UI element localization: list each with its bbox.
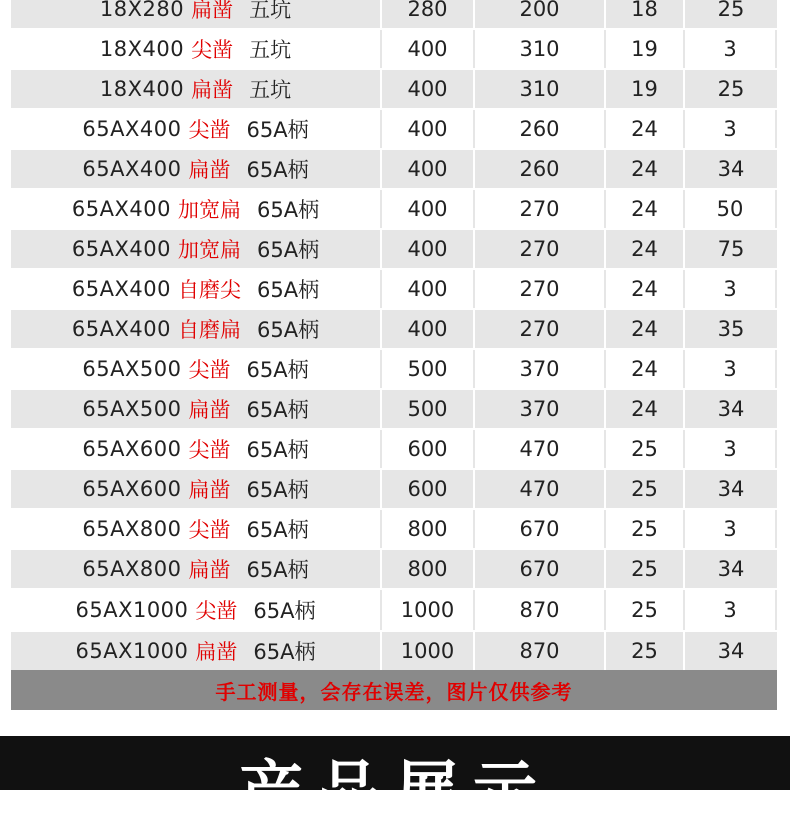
tip-width-cell: 34 [717, 157, 745, 181]
table-row [11, 350, 777, 388]
handle-type-text: 65A柄 [256, 318, 320, 342]
handle-type-text: 65A柄 [246, 398, 309, 422]
model-text: 65AX500 [82, 397, 182, 421]
chisel-type-text: 尖凿 [188, 118, 231, 142]
diameter-cell: 19 [606, 70, 685, 108]
diameter-cell: 24 [606, 150, 685, 188]
total-length-cell: 800 [382, 550, 475, 588]
model-text: 65AX1000 [75, 598, 189, 622]
table-row [11, 30, 777, 68]
diameter-cell: 24 [606, 390, 685, 428]
table-row [11, 110, 777, 148]
handle-type-text: 65A柄 [253, 640, 316, 664]
working-length-cell: 270 [475, 190, 606, 228]
total-length-cell: 400 [382, 310, 475, 348]
total-length-cell: 400 [382, 230, 475, 268]
table-row [11, 70, 777, 108]
table-row [11, 430, 777, 468]
working-length-cell: 670 [475, 550, 606, 588]
total-length-cell: 400 [382, 190, 475, 228]
product-name-cell [11, 350, 382, 388]
tip-width-cell: 34 [717, 639, 745, 663]
model-text: 18X400 [99, 37, 185, 61]
model-text: 18X280 [99, 0, 185, 21]
total-length-cell: 600 [382, 470, 475, 508]
tip-width-cell: 34 [717, 557, 745, 581]
total-length-cell: 400 [382, 270, 475, 308]
product-name-cell [11, 70, 382, 108]
disclaimer-bar [11, 670, 777, 710]
tip-width-cell: 3 [685, 350, 777, 388]
diameter-cell: 25 [606, 550, 685, 588]
product-name-cell [11, 110, 382, 148]
total-length-cell: 400 [382, 30, 475, 68]
table-row [11, 150, 777, 188]
model-text: 65AX400 [71, 197, 171, 221]
model-text: 18X400 [99, 77, 185, 101]
diameter-cell: 19 [606, 30, 685, 68]
handle-type-text: 65A柄 [246, 358, 309, 382]
total-length-cell: 800 [382, 510, 475, 548]
product-name-cell [11, 0, 382, 28]
chisel-type-text: 尖凿 [188, 358, 231, 382]
working-length-cell: 270 [475, 270, 606, 308]
total-length-cell: 600 [382, 430, 475, 468]
chisel-type-text: 加宽扁 [177, 238, 241, 262]
diameter-cell: 24 [606, 350, 685, 388]
handle-type-text: 65A柄 [246, 118, 309, 142]
model-text: 65AX800 [82, 557, 182, 581]
tip-width-cell: 3 [685, 110, 777, 148]
disclaimer-text: 手工测量，会存在误差，图片仅供参考 [215, 679, 573, 704]
working-length-cell: 370 [475, 350, 606, 388]
product-name-cell [11, 510, 382, 548]
chisel-type-text: 尖凿 [191, 38, 234, 62]
working-length-cell: 470 [475, 470, 606, 508]
handle-type-text: 65A柄 [256, 198, 320, 222]
chisel-type-text: 扁凿 [191, 0, 234, 22]
product-name-cell [11, 190, 382, 228]
chisel-type-text: 尖凿 [188, 518, 231, 542]
working-length-cell: 670 [475, 510, 606, 548]
working-length-cell: 470 [475, 430, 606, 468]
handle-type-text: 五坑 [249, 38, 292, 62]
total-length-cell: 280 [382, 0, 475, 28]
handle-type-text: 65A柄 [246, 558, 309, 582]
chisel-type-text: 尖凿 [188, 438, 231, 462]
product-name-cell [11, 270, 382, 308]
model-text: 65AX400 [71, 317, 171, 341]
product-name-cell [11, 550, 382, 588]
diameter-cell: 25 [606, 590, 685, 630]
tip-width-cell: 34 [717, 397, 745, 421]
tip-width-cell: 3 [685, 510, 777, 548]
working-length-cell: 310 [475, 70, 606, 108]
product-name-cell [11, 390, 382, 428]
diameter-cell: 18 [606, 0, 685, 28]
handle-type-text: 65A柄 [246, 158, 309, 182]
table-row [11, 270, 777, 308]
working-length-cell: 370 [475, 390, 606, 428]
model-text: 65AX600 [82, 437, 182, 461]
tip-width-cell: 3 [685, 270, 777, 308]
table-row [11, 470, 777, 508]
handle-type-text: 65A柄 [246, 518, 309, 542]
handle-type-text: 五坑 [249, 0, 292, 22]
tip-width-cell: 35 [717, 317, 745, 341]
tip-width-cell: 50 [685, 190, 777, 228]
model-text: 65AX800 [82, 517, 182, 541]
tip-width-cell: 3 [685, 590, 777, 630]
table-row [11, 310, 777, 348]
table-row [11, 590, 777, 630]
chisel-type-text: 自磨尖 [177, 278, 241, 302]
product-name-cell [11, 150, 382, 188]
product-name-cell [11, 430, 382, 468]
diameter-cell: 25 [606, 632, 685, 670]
total-length-cell: 400 [382, 150, 475, 188]
total-length-cell: 400 [382, 110, 475, 148]
model-text: 65AX1000 [75, 639, 189, 663]
chisel-type-text: 扁凿 [191, 78, 234, 102]
model-text: 65AX500 [82, 357, 182, 381]
working-length-cell: 270 [475, 310, 606, 348]
tip-width-cell: 75 [717, 237, 745, 261]
total-length-cell: 1000 [382, 590, 475, 630]
handle-type-text: 65A柄 [246, 478, 309, 502]
section-header-bar [0, 736, 790, 829]
total-length-cell: 1000 [382, 632, 475, 670]
working-length-cell: 260 [475, 150, 606, 188]
working-length-cell: 870 [475, 590, 606, 630]
handle-type-text: 65A柄 [256, 238, 320, 262]
table-row [11, 230, 777, 268]
diameter-cell: 24 [606, 270, 685, 308]
section-title: 产品展示 [239, 755, 551, 829]
tip-width-cell: 25 [717, 77, 745, 101]
handle-type-text: 65A柄 [253, 599, 316, 623]
working-length-cell: 200 [475, 0, 606, 28]
total-length-cell: 400 [382, 70, 475, 108]
product-name-cell [11, 230, 382, 268]
model-text: 65AX600 [82, 477, 182, 501]
product-name-cell [11, 30, 382, 68]
tip-width-cell: 3 [685, 430, 777, 468]
chisel-type-text: 扁凿 [188, 478, 231, 502]
tip-width-cell: 3 [685, 30, 777, 68]
tip-width-cell: 34 [717, 477, 745, 501]
diameter-cell: 25 [606, 510, 685, 548]
chisel-type-text: 扁凿 [188, 158, 231, 182]
table-row [11, 510, 777, 548]
diameter-cell: 24 [606, 110, 685, 148]
diameter-cell: 24 [606, 190, 685, 228]
product-name-cell [11, 590, 382, 630]
table-row [11, 0, 777, 28]
table-row [11, 632, 777, 670]
working-length-cell: 310 [475, 30, 606, 68]
chisel-type-text: 扁凿 [188, 398, 231, 422]
model-text: 65AX400 [82, 117, 182, 141]
diameter-cell: 24 [606, 310, 685, 348]
tip-width-cell: 25 [717, 0, 745, 21]
diameter-cell: 25 [606, 430, 685, 468]
table-row [11, 550, 777, 588]
chisel-type-text: 尖凿 [195, 599, 238, 623]
handle-type-text: 65A柄 [246, 438, 309, 462]
total-length-cell: 500 [382, 390, 475, 428]
diameter-cell: 25 [606, 470, 685, 508]
handle-type-text: 65A柄 [256, 278, 320, 302]
working-length-cell: 260 [475, 110, 606, 148]
product-name-cell [11, 470, 382, 508]
working-length-cell: 270 [475, 230, 606, 268]
model-text: 65AX400 [82, 157, 182, 181]
product-name-cell [11, 310, 382, 348]
chisel-type-text: 自磨扁 [177, 318, 241, 342]
model-text: 65AX400 [71, 237, 171, 261]
model-text: 65AX400 [71, 277, 171, 301]
chisel-type-text: 加宽扁 [177, 198, 241, 222]
diameter-cell: 24 [606, 230, 685, 268]
table-row [11, 390, 777, 428]
handle-type-text: 五坑 [249, 78, 292, 102]
total-length-cell: 500 [382, 350, 475, 388]
chisel-type-text: 扁凿 [195, 640, 238, 664]
product-name-cell [11, 632, 382, 670]
working-length-cell: 870 [475, 632, 606, 670]
table-row [11, 190, 777, 228]
chisel-type-text: 扁凿 [188, 558, 231, 582]
